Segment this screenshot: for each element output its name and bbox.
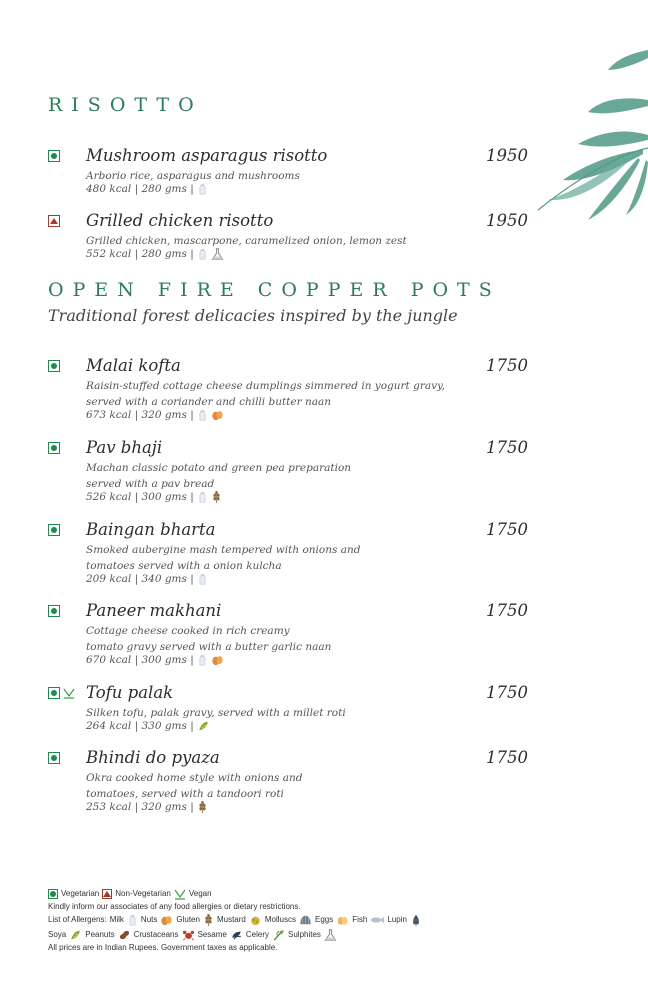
item-description: Okra cooked home style with onions and tomatoes, served with a tandoori roti: [86, 772, 303, 800]
menu-item: [48, 601, 528, 671]
item-meta: [86, 409, 224, 421]
item-name: Paneer makhani: [86, 601, 222, 620]
veg-icon: [48, 752, 60, 764]
diet-legend: [48, 886, 468, 901]
veg-icon: [48, 524, 60, 536]
milk-icon: [197, 491, 208, 503]
item-meta: [86, 248, 224, 260]
vegan-label: Vegan: [188, 889, 212, 898]
prices-note: All prices are in Indian Rupees. Government taxes as applicable.: [48, 943, 278, 952]
item-kcal: 253 kcal | 320 gms |: [86, 801, 194, 813]
allergen-label: Lupin: [387, 915, 407, 924]
veg-icon: [48, 442, 60, 454]
milk-icon: [197, 409, 208, 421]
section-title-risotto: RISOTTO: [48, 94, 203, 116]
item-name: Tofu palak: [86, 683, 174, 702]
allergen-label: Sulphites: [288, 930, 321, 939]
nonveg-icon: [48, 215, 60, 227]
item-kcal: 552 kcal | 280 gms |: [86, 248, 194, 260]
item-description: Machan classic potato and green pea preparation served with a pav bread: [86, 462, 352, 490]
item-price: 1950: [486, 211, 528, 230]
menu-item: [48, 146, 528, 196]
item-price: 1750: [486, 356, 528, 375]
eggs-icon: [336, 914, 349, 926]
soya-icon: [69, 929, 82, 941]
sulphites-icon: [324, 929, 337, 941]
allergen-list-label: List of Allergens:: [48, 915, 107, 924]
legend: [48, 886, 468, 953]
item-name: Bhindi do pyaza: [86, 748, 220, 767]
allergen-label: Soya: [48, 930, 67, 939]
item-description: Arborio rice, asparagus and mushrooms: [86, 170, 300, 182]
veg-icon: [48, 889, 58, 899]
nuts-icon: [160, 914, 173, 926]
fish-icon: [370, 914, 384, 926]
allergen-label: Peanuts: [85, 930, 115, 939]
item-meta: [86, 801, 208, 813]
section-title-copper-pots: OPEN FIRE COPPER POTS: [48, 279, 501, 301]
menu-item: [48, 438, 528, 508]
item-meta: [86, 491, 222, 503]
item-kcal: 264 kcal | 330 gms |: [86, 720, 194, 732]
leaf-decoration-icon: [508, 40, 648, 230]
item-name: Pav bhaji: [86, 438, 163, 457]
menu-item: [48, 683, 528, 735]
allergen-list-row-2: [48, 927, 468, 942]
item-price: 1750: [486, 601, 528, 620]
item-description: Cottage cheese cooked in rich creamy tomato gravy served with a butter garlic naan: [86, 625, 332, 653]
allergen-label: Crustaceans: [133, 930, 179, 939]
nuts-icon: [211, 654, 224, 666]
milk-icon: [197, 183, 208, 195]
item-meta: [86, 183, 208, 195]
gluten-icon: [203, 914, 214, 926]
allergen-label: Milk: [109, 915, 124, 924]
item-kcal: 670 kcal | 300 gms |: [86, 654, 194, 666]
vegan-icon: [63, 687, 75, 699]
allergen-list-row-1: [48, 912, 468, 927]
allergen-label: Eggs: [314, 915, 334, 924]
item-kcal: 209 kcal | 340 gms |: [86, 573, 194, 585]
item-price: 1750: [486, 438, 528, 457]
nonveg-label: Non-Vegetarian: [115, 889, 171, 898]
veg-icon: [48, 360, 60, 372]
item-meta: [86, 720, 210, 732]
milk-icon: [197, 573, 208, 585]
item-price: 1750: [486, 683, 528, 702]
item-description: Silken tofu, palak gravy, served with a millet roti: [86, 707, 346, 719]
item-description: Raisin-stuffed cottage cheese dumplings simmered in yogurt gravy, served with a coriander and chilli butter naan: [86, 380, 445, 408]
soya-icon: [197, 720, 210, 732]
nuts-icon: [211, 409, 224, 421]
veg-icon: [48, 605, 60, 617]
allergen-label: Nuts: [140, 915, 158, 924]
celery-icon: [272, 929, 285, 941]
allergen-label: Gluten: [176, 915, 200, 924]
lupin-icon: [410, 914, 422, 926]
mustard-icon: [249, 914, 262, 926]
item-name: Malai kofta: [86, 356, 181, 375]
vegan-icon: [174, 888, 186, 900]
allergy-note: Kindly inform our associates of any food allergies or dietary restrictions.: [48, 902, 301, 911]
item-meta: [86, 654, 224, 666]
veg-icon: [48, 687, 60, 699]
allergen-label: Molluscs: [264, 915, 296, 924]
allergen-label: Fish: [352, 915, 368, 924]
item-kcal: 526 kcal | 300 gms |: [86, 491, 194, 503]
item-name: Grilled chicken risotto: [86, 211, 274, 230]
molluscs-icon: [299, 914, 312, 926]
milk-icon: [197, 248, 208, 260]
item-description: Smoked aubergine mash tempered with onions and tomatoes served with a onion kulcha: [86, 544, 361, 572]
item-kcal: 673 kcal | 320 gms |: [86, 409, 194, 421]
menu-item: [48, 211, 528, 261]
allergen-label: Mustard: [216, 915, 246, 924]
milk-icon: [197, 654, 208, 666]
menu-item: [48, 356, 528, 426]
menu-item: [48, 748, 528, 818]
allergen-label: Sesame: [197, 930, 227, 939]
item-name: Mushroom asparagus risotto: [86, 146, 328, 165]
item-meta: [86, 573, 208, 585]
menu-item: [48, 520, 528, 590]
milk-icon: [127, 914, 138, 926]
allergen-label: Celery: [245, 930, 269, 939]
item-price: 1950: [486, 146, 528, 165]
peanuts-icon: [118, 929, 131, 941]
gluten-icon: [197, 801, 208, 813]
gluten-icon: [211, 491, 222, 503]
nonveg-icon: [102, 889, 112, 899]
section-subtitle: Traditional forest delicacies inspired by the jungle: [48, 306, 458, 325]
veg-label: Vegetarian: [61, 889, 100, 898]
item-kcal: 480 kcal | 280 gms |: [86, 183, 194, 195]
item-description: Grilled chicken, mascarpone, caramelized onion, lemon zest: [86, 235, 407, 247]
sulphites-icon: [211, 248, 224, 260]
item-price: 1750: [486, 748, 528, 767]
veg-icon: [48, 150, 60, 162]
item-name: Baingan bharta: [86, 520, 216, 539]
item-price: 1750: [486, 520, 528, 539]
crustaceans-icon: [182, 929, 195, 941]
sesame-icon: [230, 929, 243, 941]
